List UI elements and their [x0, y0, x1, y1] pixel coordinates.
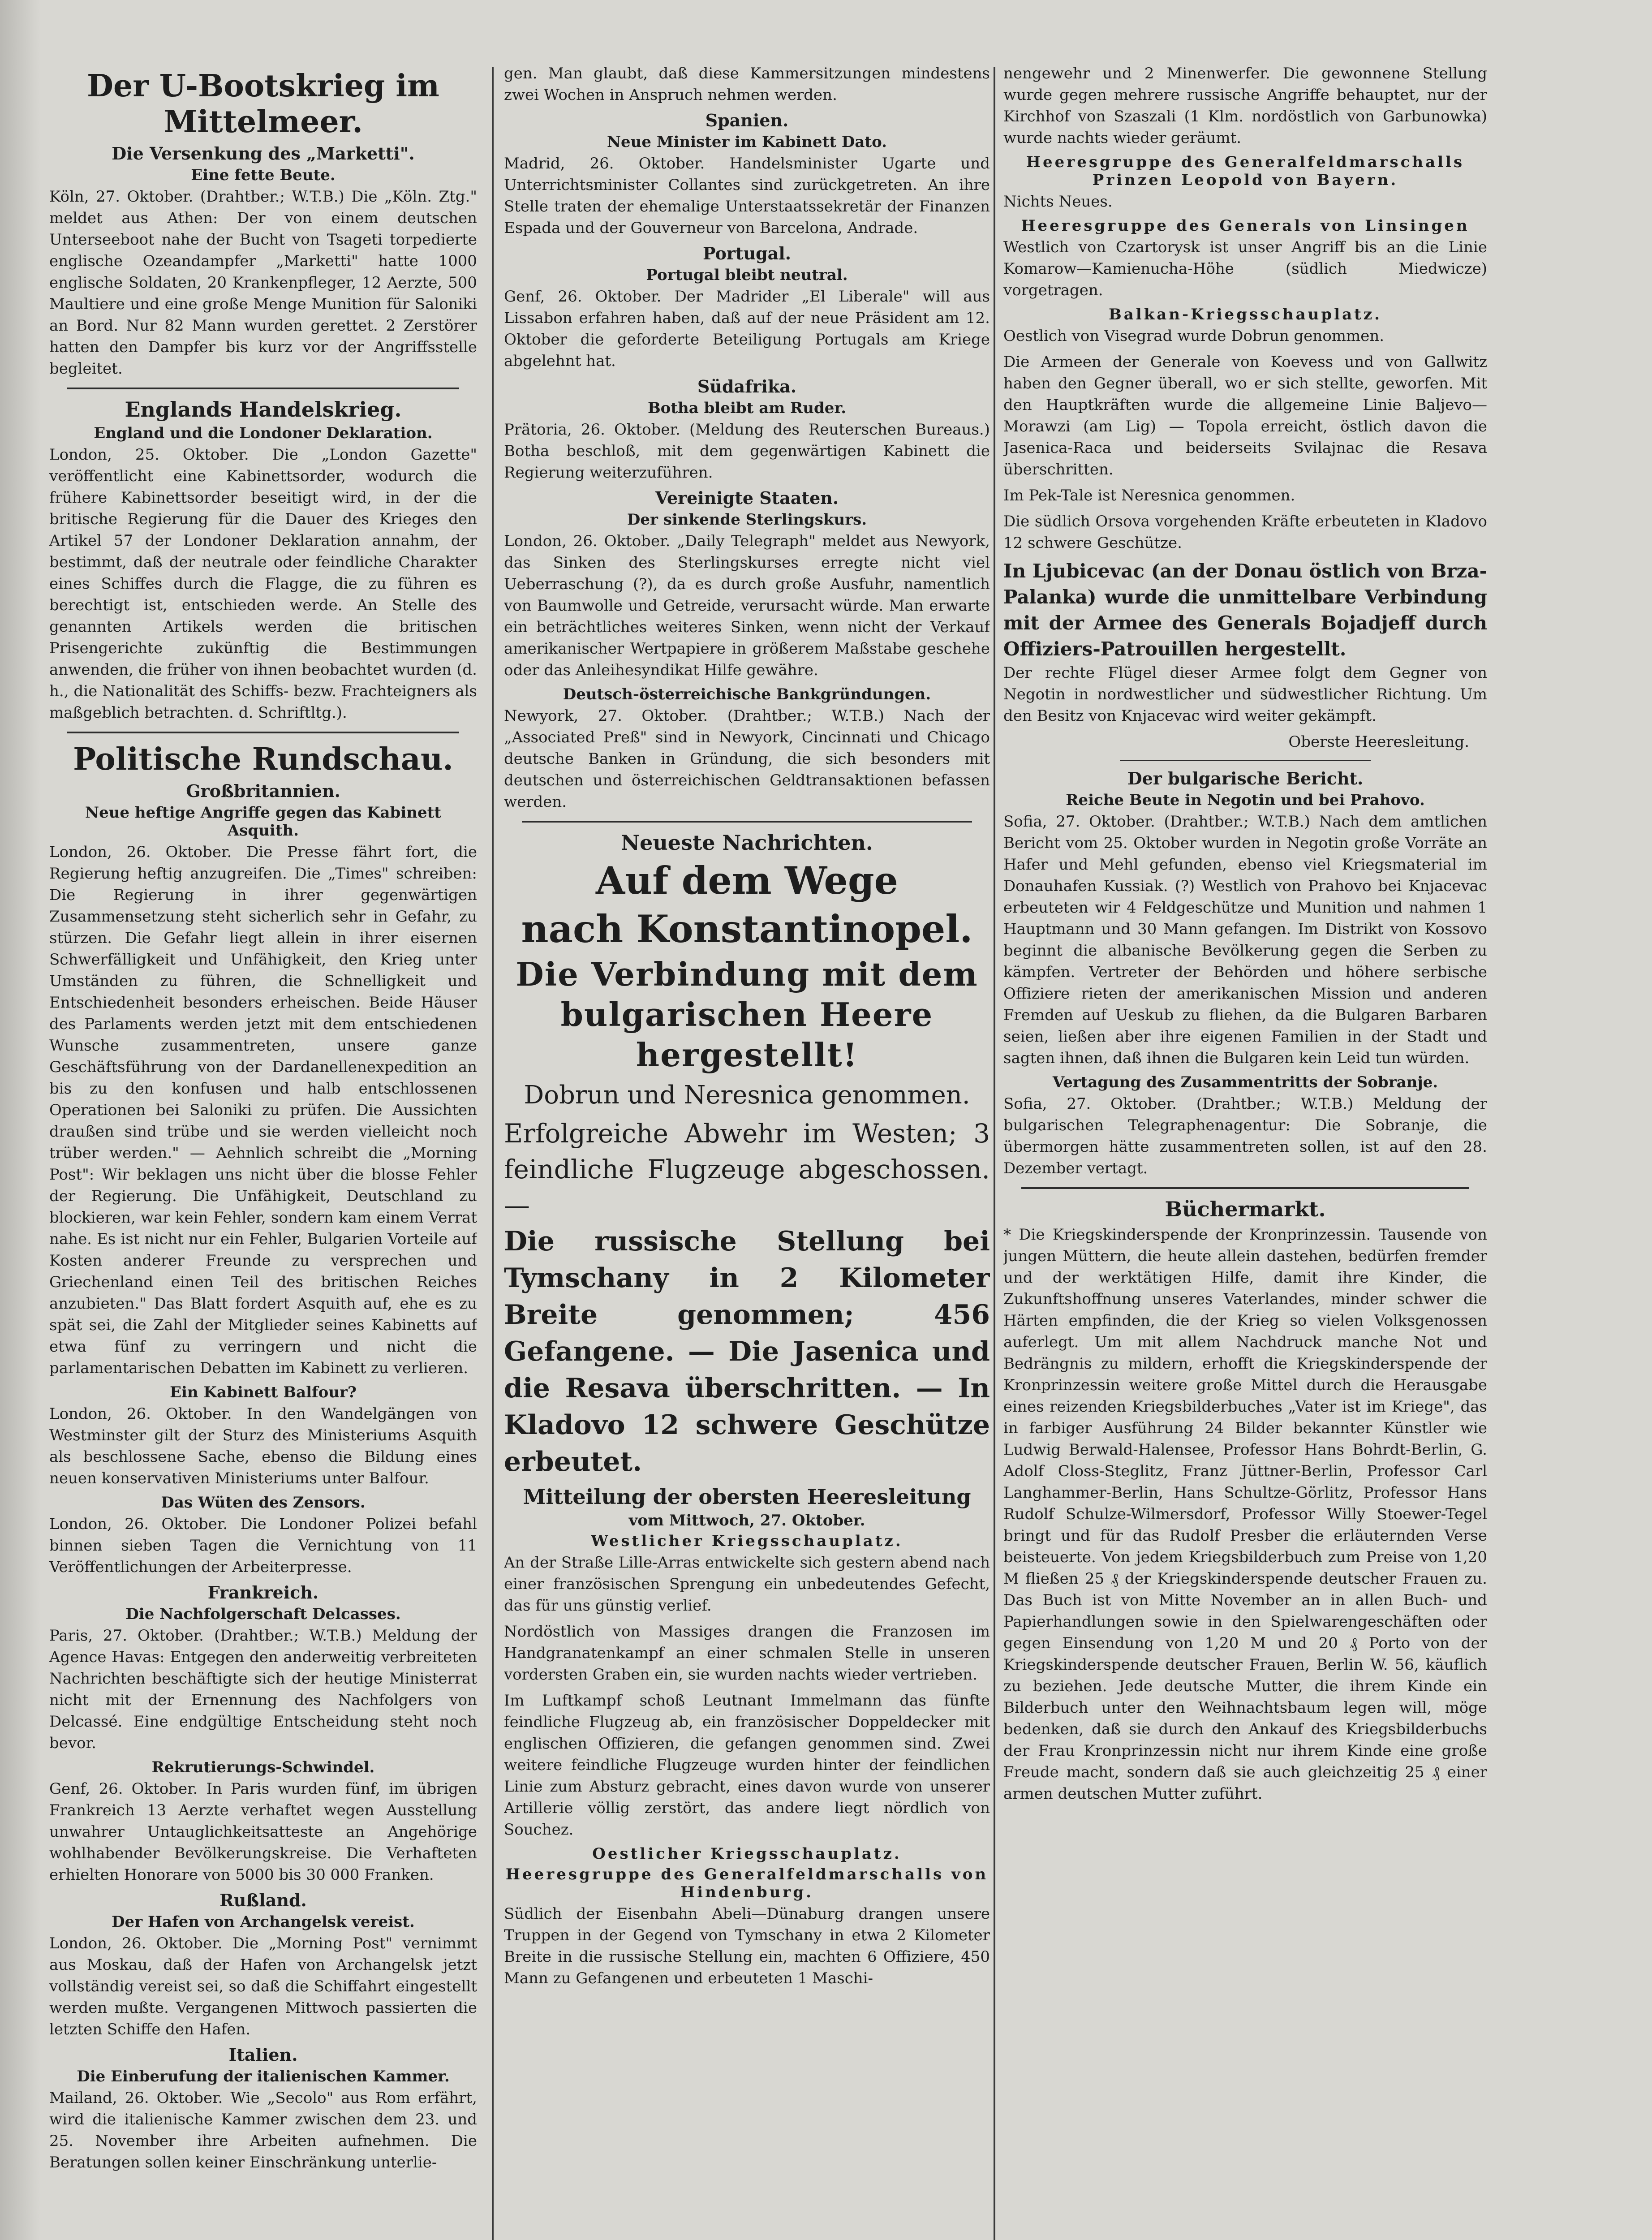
subhead-botha: Botha bleibt am Ruder.: [647, 399, 847, 417]
article-mailand: Mailand, 26. Oktober. Wie „Secolo" aus Rom erfährt, wird die italienische Kammer zwischen dem 23. und 25. November ihre Arbeiten aufnehmen. Die Beratungen sollen keiner Einschränkung unterlie-: [49, 2089, 477, 2171]
page-edge: [0, 0, 40, 2240]
subhead-balkan: Balkan-Kriegsschauplatz.: [1109, 306, 1382, 323]
article-london-26a: London, 26. Oktober. Die Presse fährt fort, die Regierung heftig anzugreifen. Die „Times" schreiben: Die Regierung in ihrer gegenwärtigen Zusammensetzung steht sicherlich sehr in Gefahr, zu stürzen. Die Gefahr liegt allein in ihrer eisernen Schwerfälligkeit und Unfähigkeit, den Krieg unter Umständen zu führen, die Schnelligkeit und Entschiedenheit besonders erheischen. Beide Häuser des Parlaments werden jetzt mit dem entschiedenen Wunsche zusammentreten, unsere ganze Geschäftsführung von der Dardanellenexpedition an bis zu den konfusen und halb entschlossenen Operationen bei Saloniki zu prüfen. Die Aussichten draußen sind trübe und sie werden vielleicht noch trüber werden." — Aehnlich schreibt die „Morning Post": Wir beklagen uns nicht über die blosse Fehler der Regierung. Die Unfähigkeit, Deutschland zu blockieren, war kein Fehler, sondern kam einem Verrat nahe. Es ist nicht nur ein Fehler, Bulgarien Vorteile auf Kosten anderer Freunde zu versprechen und Griechenland einen Teil des britischen Reiches anzubieten." Das Blatt fordert Asquith auf, ehe es zu spät sei, die Zahl der Mitglieder seines Kabinetts auf etwa fünf zu verringern und nicht die parlamentarischen Debatten im Kabinett zu verlieren.: [49, 843, 477, 1377]
headline-mitteilung: Mitteilung der obersten Heeresleitung: [523, 1485, 971, 1509]
subhead-portugal: Portugal bleibt neutral.: [646, 266, 848, 284]
article-praetoria: Prätoria, 26. Oktober. (Meldung des Reuterschen Bureaus.) Botha beschloß, mit dem gegenwärtigen Kabinett die Regierung weiterzuführen.: [504, 421, 990, 482]
subhead-sobranje: Vertagung des Zusammentritts der Sobranje.: [1052, 1073, 1438, 1091]
article-madrid: Madrid, 26. Oktober. Handelsminister Ugarte und Unterrichtsminister Collantes sind zurückgetreten. An ihre Stelle traten der ehemalige Unterstaatssekretär der Finanzen Espada und der Gouverneur von Barcelona, Andrade.: [504, 155, 990, 237]
divider: [522, 821, 972, 823]
headline-verbindung: Die Verbindung mit dem bulgarischen Heere hergestellt!: [516, 955, 978, 1074]
subhead-oestlich: Oestlicher Kriegsschauplatz.: [592, 1845, 902, 1863]
headline-tymschany: Die russische Stellung bei Tymschany in 2 Kilometer Breite genommen; 456 Gefangene. — Die Jasenica und die Resava überschritten. — In Kladovo 12 schwere Geschütze erbeutet.: [504, 1226, 990, 1478]
headline-neueste: Neueste Nachrichten.: [621, 831, 873, 855]
article-west-2: Nordöstlich von Massiges drangen die Franzosen im Handgranatenkampf an einer schmalen Stelle in unseren vordersten Graben ein, sie wurden nachts wieder vertrieben.: [504, 1623, 990, 1684]
article-sofia-1: Sofia, 27. Oktober. (Drahtber.; W.T.B.) Nach dem amtlichen Bericht vom 25. Oktober wurden in Negotin große Vorräte an Hafer und Mehl gefunden, ebenso viel Kriegsmaterial im Donauhafen Kussiak. (?) Westlich von Prahovo bei Knjacevac erbeuteten wir 4 Feldgeschütze und Munition und nahmen 1 Hauptmann und 30 Mann gefangen. Im Distrikt von Kossovo beginnt die albanische Bevölkerung gegen die Serben zu kämpfen. Vertreter der Behörden und höhere serbische Offiziere rieten der amerikanischen Mission und anderen Fremden auf Ueskub zu fliehen, da die Bulgaren Barbaren seien, ließen aber ihre eigenen Familien in der Stadt und sagten ihnen, daß ihnen die Bulgaren kein Leid tun würden.: [1003, 813, 1487, 1067]
article-koevess: Die Armeen der Generale von Koevess und von Gallwitz haben den Gegner überall, wo er sich stellte, geworfen. Mit den Hauptkräften wurde die allgemeine Linie Baljevo—Morawzi (am Lig) — Topola erreicht, östlich davon die Jasenica-Raca und beiderseits Svilajnac die Resava überschritten.: [1003, 353, 1487, 478]
article-visegrad: Oestlich von Visegrad wurde Dobrun genommen.: [1003, 327, 1385, 345]
article-paris-27: Paris, 27. Oktober. (Drahtber.; W.T.B.) Meldung der Agence Havas: Entgegen den anderweitig verbreiteten Nachrichten beschäftigte sich der heutige Ministerrat nicht mit der Ernennung des Nachfolgers von Delcassé. Eine endgültige Entscheidung steht noch bevor.: [49, 1627, 477, 1752]
headline-auf-dem-wege: Auf dem Wege: [595, 858, 899, 903]
article-koeln: Köln, 27. Oktober. (Drahtber.; W.T.B.) Die „Köln. Ztg." meldet aus Athen: Der von einem deutschen Unterseeboot nahe der Bucht von Tsageti torpedierte englische Ozeandampfer „Marketti" hatte 1000 englische Soldaten, 20 Krankenpfleger, 12 Aerzte, 500 Maultiere und eine große Menge Munition für Saloniki an Bord. Nur 82 Mann wurden gerettet. 2 Zerstörer hatten den Dampfer bis kurz vor der Angriffsstelle begleitet.: [49, 188, 477, 378]
article-london-26c: London, 26. Oktober. Die Londoner Polizei befahl binnen sieben Tagen die Vernichtung von 11 Veröffentlichungen der Arbeiterpresse.: [49, 1515, 477, 1576]
section-suedafrika: Südafrika.: [697, 376, 797, 396]
subhead-dato: Neue Minister im Kabinett Dato.: [607, 133, 887, 151]
subhead-bank: Deutsch-österreichische Bankgründungen.: [563, 685, 931, 703]
article-continuation: gen. Man glaubt, daß diese Kammersitzungen mindestens zwei Wochen in Anspruch nehmen werden.: [504, 65, 990, 104]
article-orsova: Die südlich Orsova vorgehenden Kräfte erbeuteten in Kladovo 12 schwere Geschütze.: [1003, 513, 1487, 552]
subhead-beute: Eine fette Beute.: [191, 166, 336, 184]
divider: [1021, 1187, 1469, 1189]
article-fluegel: Der rechte Flügel dieser Armee folgt dem Gegner von Negotin in nordwestlicher und südwestlicher Richtung. Um den Besitz von Knjacevac wird weiter gekämpft.: [1003, 664, 1487, 725]
article-genf-26b: Genf, 26. Oktober. Der Madrider „El Liberale" will aus Lissabon erfahren haben, daß auf der neue Präsident am 12. Oktober die geforderte Beteiligung Portugals am Kriege abgelehnt hat.: [504, 288, 990, 370]
headline-buechermarkt: Büchermarkt.: [1165, 1197, 1326, 1221]
column-rule: [492, 67, 494, 2240]
divider: [67, 388, 459, 389]
article-kriegskinderspende: * Die Kriegskinderspende der Kronprinzessin. Tausende von jungen Müttern, die heute allein dastehen, bedürfen fremder und der werktätigen Hilfe, damit ihre Kinder, die Zukunftshoffnung unseres Vaterlandes, minder schwer die Härten empfinden, die der Krieg so vielen Volksgenossen auferlegt. Um mit allem Nachdruck manche Not und Bedrängnis zu mildern, erhofft die Kriegskinderspende der Kronprinzessin weitere große Mittel durch die Herausgabe eines reizenden Kriegsbilderbuches „Vater ist im Kriege", das in farbiger Ausführung 24 Bilder bekannter Künstler wie Ludwig Berwald-Halensee, Professor Hans Bohrdt-Berlin, G. Adolf Closs-Steglitz, Franz Jüttner-Berlin, Professor Carl Langhammer-Berlin, Hans Schultze-Görlitz, Professor Hans Rudolf Schulze-Wilmersdorf, Professor Willy Stoewer-Tegel bringt und für das Rudolf Presber die erläuternden Verse beisteuerte. Von jedem Kriegsbilderbuch zum Preise von 1,20 M fließen 25 ₰ der Kriegskinderspende deutscher Frauen zu. Das Buch ist von Mitte November an in allen Buch- und Papierhandlungen sowie in den Spielwarengeschäften oder gegen Einsendung von 1,20 M und 20 ₰ Porto von der Kriegskinderspende deutscher Frauen, Berlin W. 56, käuflich zu beziehen. Jede deutsche Mutter, die ihrem Kinde ein Bilderbuch unter den Weihnachtsbaum legen will, möge bedenken, daß sie durch den Ankauf des Kriegsbilderbuchs der Frau Kronprinzessin nicht nur ihrem Kinde eine große Freude macht, sondern daß sie auch gleichzeitig 25 ₰ einer armen deutschen Mutter zuführt.: [1003, 1226, 1487, 1803]
subhead-sterling: Der sinkende Sterlingskurs.: [627, 511, 867, 529]
section-usa: Vereinigte Staaten.: [655, 488, 839, 508]
subhead-beute-negotin: Reiche Beute in Negotin und bei Prahovo.: [1066, 791, 1425, 809]
article-ost-1: Südlich der Eisenbahn Abeli—Dünaburg drangen unsere Truppen in der Gegend von Tymschany in etwa 2 Kilometer Breite in die russische Stellung ein, machten 6 Offiziere, 450 Mann zu Gefangenen und erbeuteten 1 Maschi-: [504, 1905, 990, 1987]
subhead-archangelsk: Der Hafen von Archangelsk vereist.: [112, 1913, 415, 1931]
section-russland: Rußland.: [219, 1890, 307, 1910]
subhead-balfour: Ein Kabinett Balfour?: [170, 1383, 357, 1401]
column-2: [504, 63, 990, 2240]
article-czartorysk: Westlich von Czartorysk ist unser Angriff bis an die Linie Komarow—Kamienucha-Höhe (südlich Miedwicze) vorgetragen.: [1003, 238, 1487, 299]
subhead-rekrutierung: Rekrutierungs-Schwindel.: [151, 1758, 375, 1776]
subhead-westlich: Westlicher Kriegsschauplatz.: [591, 1532, 903, 1550]
subhead-linsingen: Heeresgruppe des Generals von Linsingen: [1021, 217, 1470, 235]
subhead-zensor: Das Wüten des Zensors.: [161, 1494, 366, 1512]
article-nichts-neues: Nichts Neues.: [1003, 193, 1113, 211]
section-portugal: Portugal.: [703, 243, 791, 263]
divider: [1120, 760, 1371, 761]
section-italien: Italien.: [228, 2045, 298, 2065]
subhead-mittwoch: vom Mittwoch, 27. Oktober.: [628, 1512, 865, 1529]
column-1: [49, 63, 477, 2240]
divider: [67, 732, 459, 733]
article-sofia-2: Sofia, 27. Oktober. (Drahtber.; W.T.B.) Meldung der bulgarischen Telegraphenagentur: Die Sobranje, die übermorgen hätte zusammentreten sollen, ist auf den 28. Dezember vertagt.: [1003, 1095, 1487, 1177]
section-grossbritannien: Großbritannien.: [186, 781, 340, 801]
section-frankreich: Frankreich.: [207, 1582, 319, 1602]
subhead-delcasse: Die Nachfolgerschaft Delcasses.: [125, 1605, 401, 1623]
article-london-26e: London, 26. Oktober. „Daily Telegraph" meldet aus Newyork, das Sinken des Sterlingskurses erregte nicht viel Ueberraschung (?), da es durch große Ausfuhr, namentlich von Baumwolle und Getreide, verursacht würde. Man erwarte ein beträchtliches weiteres Sinken, wenn nicht der Verkauf amerikanischer Wertpapiere in größerem Maßstabe geschehe oder das Anleihesyndikat Hilfe gewähre.: [504, 532, 990, 679]
article-continuation: nengewehr und 2 Minenwerfer. Die gewonnene Stellung wurde gegen mehrere russische Angriffe behauptet, nur der Kirchhof von Szaszali (1 Klm. nordöstlich von Garbunowka) wurde nachts wieder geräumt.: [1003, 65, 1487, 147]
headline-dobrun: Dobrun und Neresnica genommen.: [524, 1081, 970, 1110]
column-3: [1003, 63, 1487, 2240]
section-spanien: Spanien.: [705, 110, 789, 130]
headline-handelskrieg: Englands Handelskrieg.: [125, 397, 402, 422]
article-newyork: Newyork, 27. Oktober. (Drahtber.; W.T.B.) Nach der „Associated Preß" sind in Newyork, Cincinnati und Chicago deutsche Banken in Gründung, die sich besonders mit deutschen und österreichischen Geldtransaktionen befassen werden.: [504, 707, 990, 811]
subhead-kammer: Die Einberufung der italienischen Kammer.: [77, 2068, 450, 2085]
headline-abwehr: Erfolgreiche Abwehr im Westen; 3 feindliche Flugzeuge abgeschossen. —: [504, 1118, 990, 1220]
signature-heeresleitung: Oberste Heeresleitung.: [1288, 733, 1469, 751]
article-london-26d: London, 26. Oktober. Die „Morning Post" vernimmt aus Moskau, daß der Hafen von Archangelsk jetzt vollständig vereist sei, so daß die Schiffahrt eingestellt werden mußte. Vergangenen Mittwoch passierten die letzten Schiffe den Hafen.: [49, 1934, 477, 2038]
subhead-leopold: Heeresgruppe des Generalfeldmarschalls Prinzen Leopold von Bayern.: [1026, 153, 1465, 189]
headline-ubootskrieg: Der U-Bootskrieg im Mittelmeer.: [87, 68, 439, 140]
column-rule: [994, 67, 995, 2240]
article-london-26b: London, 26. Oktober. In den Wandelgängen von Westminster gilt der Sturz des Ministeriums Asquith als beschlossene Sache, ebenso die Bildung eines neuen konservativen Ministeriums unter Balfour.: [49, 1405, 477, 1487]
article-west-1: An der Straße Lille-Arras entwickelte sich gestern abend nach einer französischen Sprengung ein unbedeutendes Gefecht, das für uns günstig verlief.: [504, 1554, 990, 1615]
article-london-25: London, 25. Oktober. Die „London Gazette" veröffentlicht eine Kabinettsorder, wodurch die frühere Kabinettsorder beseitigt wird, in der die britische Regierung für die Dauer des Krieges den Artikel 57 der Londoner Deklaration annahm, der bestimmt, daß der neutrale oder feindliche Charakter eines Schiffes durch die Flagge, die zu führen es berechtigt ist, entschieden werde. An Stelle des genannten Artikels werden die britischen Prisengerichte zukünftig die Bestimmungen anwenden, die früher von ihnen beobachtet wurden (d. h., die Nationalität des Schiffs- bezw. Frachteigners als maßgeblich betrachten. d. Schriftltg.).: [49, 446, 477, 722]
headline-bulgarisch: Der bulgarische Bericht.: [1127, 768, 1364, 788]
headline-rundschau: Politische Rundschau.: [73, 741, 453, 777]
article-genf-26a: Genf, 26. Oktober. In Paris wurden fünf, im übrigen Frankreich 13 Aerzte verhaftet wegen Ausstellung unwahrer Untauglichkeitsatteste an Angehörige wohlhabender Bevölkerungskreise. Die Verhafteten erhielten Honorare von 5000 bis 30 000 Franken.: [49, 1780, 477, 1884]
subhead-londoner: England und die Londoner Deklaration.: [94, 424, 433, 442]
subhead-marketti: Die Versenkung des „Marketti".: [112, 143, 415, 164]
headline-konstantinopel: nach Konstantinopel.: [521, 907, 973, 951]
article-pek: Im Pek-Tale ist Neresnica genommen.: [1003, 487, 1295, 504]
article-ljubicevac: In Ljubicevac (an der Donau östlich von Brza-Palanka) wurde die unmittelbare Verbindung mit der Armee des Generals Bojadjeff durch Offiziers-Patrouillen hergestellt.: [1003, 560, 1487, 660]
subhead-asquith: Neue heftige Angriffe gegen das Kabinett Asquith.: [85, 804, 441, 840]
article-west-3: Im Luftkampf schoß Leutnant Immelmann das fünfte feindliche Flugzeug ab, ein französischer Doppeldecker mit englischen Offizieren, die gefangen genommen sind. Zwei weitere feindliche Flugzeuge wurden hinter der feindlichen Linie zum Absturz gebracht, eines davon wurde von unserer Artillerie völlig zerstört, das andere liegt nördlich von Souchez.: [504, 1692, 990, 1839]
subhead-hindenburg: Heeresgruppe des Generalfeldmarschalls von Hindenburg.: [505, 1865, 989, 1901]
